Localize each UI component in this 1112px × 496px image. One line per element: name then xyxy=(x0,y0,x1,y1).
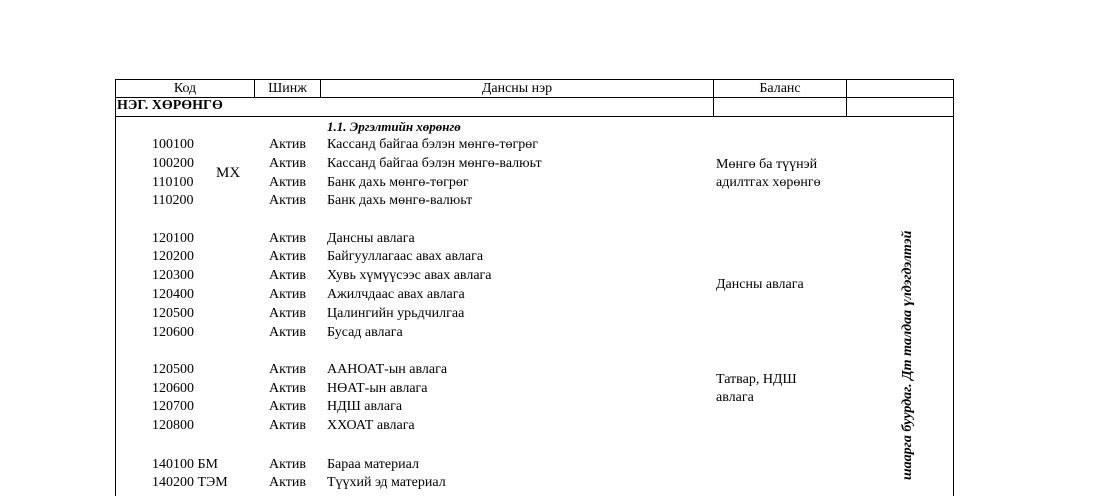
row-code: 110200 xyxy=(152,193,194,208)
row-code: 120600 xyxy=(152,325,194,340)
row-account-name: НДШ авлага xyxy=(327,399,403,414)
row-code: 140200 ТЭМ xyxy=(152,475,228,490)
col-divider-balance xyxy=(846,79,847,116)
row-code: 100200 xyxy=(152,156,194,171)
row-attribute: Актив xyxy=(269,287,306,302)
row-code: 120500 xyxy=(152,362,194,377)
row-code: 120200 xyxy=(152,249,194,264)
header-account-name: Дансны нэр xyxy=(481,81,553,96)
row-account-name: ХХОАТ авлага xyxy=(327,418,415,433)
row-attribute: Актив xyxy=(269,249,306,264)
row-account-name: Банк дахь мөнгө-төгрөг xyxy=(327,175,469,190)
row-account-name: Ажилчдаас авах авлага xyxy=(327,287,465,302)
balance-group-cash: Мөнгө ба түүнэй адилтгах хөрөнгө xyxy=(716,157,821,190)
subsection-title: 1.1. Эргэлтийн хөрөнгө xyxy=(327,119,461,134)
row-attribute: Актив xyxy=(269,325,306,340)
header-balance: Баланс xyxy=(759,81,801,96)
row-account-name: Бусад авлага xyxy=(327,325,403,340)
table-left-border xyxy=(115,79,116,496)
row-account-name: Байгууллагаас авах авлага xyxy=(327,249,484,264)
row-attribute: Актив xyxy=(269,156,306,171)
row-code: 120700 xyxy=(152,399,194,414)
header-bottom-border xyxy=(115,97,954,98)
row-attribute: Актив xyxy=(269,399,306,414)
header-code: Код xyxy=(173,81,197,96)
row-code: 110100 xyxy=(152,175,194,190)
table-top-border xyxy=(115,79,954,80)
row-attribute: Актив xyxy=(269,175,306,190)
balance-group-receivables: Дансны авлага xyxy=(716,277,804,292)
row-account-name: Хувь хүмүүсээс авах авлага xyxy=(327,268,492,283)
row-code: 120500 xyxy=(152,306,194,321)
row-attribute: Актив xyxy=(269,362,306,377)
table-right-border xyxy=(953,79,954,496)
group-tag-mx: МХ xyxy=(216,165,241,181)
row-account-name: Түүхий эд материал xyxy=(327,475,446,490)
row-account-name: Цалингийн урьдчилгаа xyxy=(327,306,465,321)
row-attribute: Актив xyxy=(269,381,306,396)
row-code: 140100 БМ xyxy=(152,457,218,472)
row-attribute: Актив xyxy=(269,306,306,321)
row-code: 120400 xyxy=(152,287,194,302)
section-title: НЭГ. ХӨРӨНГӨ xyxy=(117,98,223,113)
row-code: 120600 xyxy=(152,381,194,396)
row-attribute: Актив xyxy=(269,457,306,472)
section-bottom-border xyxy=(115,116,954,117)
row-attribute: Актив xyxy=(269,193,306,208)
balance-group-tax: Татвар, НДШ авлага xyxy=(716,372,797,405)
row-attribute: Актив xyxy=(269,268,306,283)
row-account-name: Кассанд байгаа бэлэн мөнгө-төгрөг xyxy=(327,137,539,152)
row-account-name: Бараа материал xyxy=(327,457,419,472)
header-attribute: Шинж xyxy=(268,81,307,96)
row-account-name: ААНОАТ-ын авлага xyxy=(327,362,448,377)
row-attribute: Актив xyxy=(269,231,306,246)
row-attribute: Актив xyxy=(269,418,306,433)
row-attribute: Актив xyxy=(269,475,306,490)
row-account-name: НӨАТ-ын авлага xyxy=(327,381,428,396)
row-code: 120300 xyxy=(152,268,194,283)
row-code: 100100 xyxy=(152,137,194,152)
row-code: 120800 xyxy=(152,418,194,433)
row-code: 120100 xyxy=(152,231,194,246)
row-account-name: Кассанд байгаа бэлэн мөнгө-валюьт xyxy=(327,156,542,171)
row-attribute: Актив xyxy=(269,137,306,152)
row-account-name: Дансны авлага xyxy=(327,231,415,246)
vertical-side-note: шаарга буурдаг. Дт талдаа үлдэгдэлтэй xyxy=(900,230,915,480)
row-account-name: Банк дахь мөнгө-валюьт xyxy=(327,193,473,208)
